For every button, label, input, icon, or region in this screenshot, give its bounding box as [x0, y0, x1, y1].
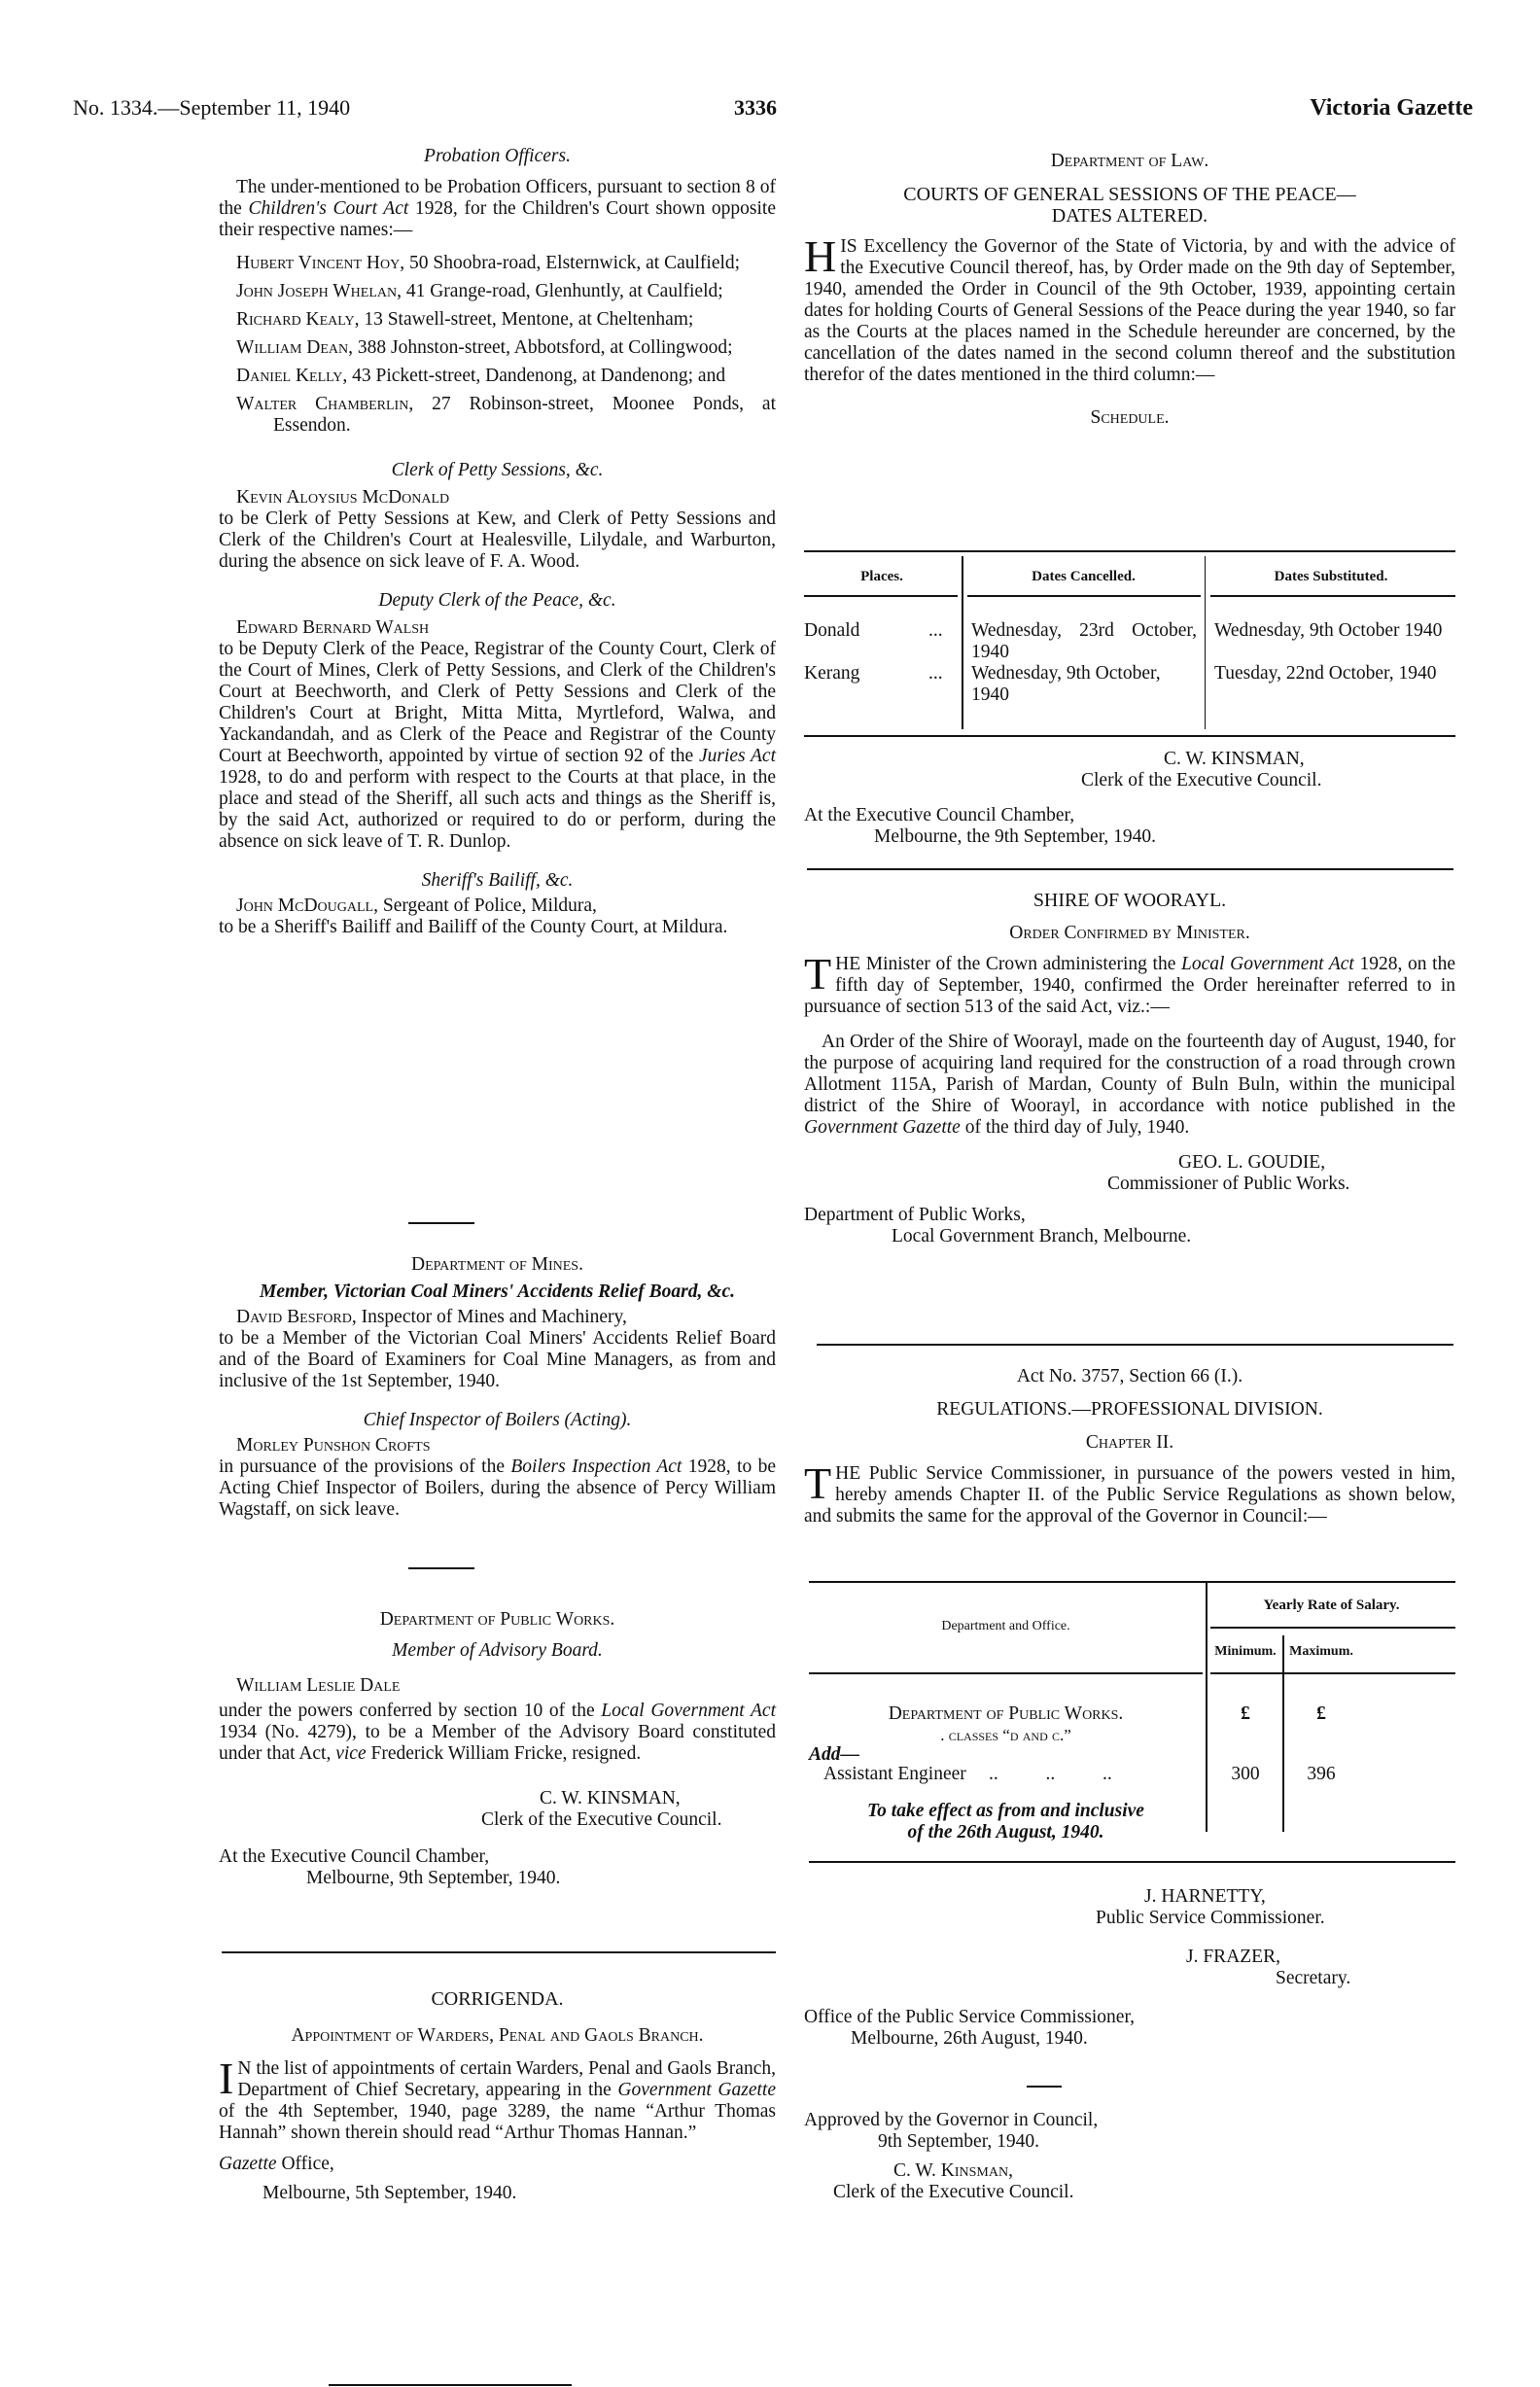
officer-name: Hubert Vincent Hoy: [236, 253, 401, 273]
page-number: 3336: [734, 95, 777, 120]
text: Office,: [276, 2154, 334, 2174]
text: N the list of appointments of certain Warders, Penal and Gaols Branch, Department of Chief Secretary, appearing in the: [237, 2058, 776, 2100]
officer-name: John Joseph Whelan: [236, 281, 398, 301]
header-rule: [1210, 1627, 1455, 1629]
left-column-mines: [219, 1254, 776, 1521]
leader-dots: .. .. ..: [989, 1764, 1112, 1784]
text: in pursuance of the provisions of the: [219, 1457, 511, 1477]
notice-title-line: COURTS OF GENERAL SESSIONS OF THE PEACE—: [903, 184, 1356, 205]
substituted-cell: Tuesday, 22nd October, 1940: [1214, 663, 1437, 684]
officer-details: , 27 Robinson-street, Moonee Ponds, at Essendon.: [273, 394, 777, 436]
effect-note: [809, 1801, 1203, 1843]
appointment-text: to be a Sheriff's Bailiff and Bailiff of the County Court, at Mildura.: [219, 917, 728, 937]
regulations-signatures: [804, 1886, 1455, 2050]
signature-name: J. HARNETTY,: [1144, 1886, 1266, 1907]
text: The under-mentioned to be Probation Officers, pursuant to section 8 of the: [219, 177, 776, 219]
department-heading: Department of Law.: [1050, 151, 1209, 171]
appointee-line: [219, 1307, 776, 1328]
notice-subtitle: Order Confirmed by Minister.: [1009, 923, 1250, 943]
appointment-text: [219, 1701, 776, 1765]
column-header: Maximum.: [1289, 1644, 1353, 1659]
appointee-name: Morley Punshon Crofts: [236, 1435, 431, 1456]
publication-name: Government Gazette: [804, 1117, 961, 1138]
header-rule: [1210, 595, 1455, 597]
office-date: Melbourne, 26th August, 1940.: [851, 2028, 1088, 2049]
appointee-line: [219, 895, 776, 917]
column-header: Minimum.: [1214, 1644, 1277, 1659]
schedule-table: [804, 550, 1455, 737]
notice-title: [804, 184, 1455, 227]
chamber-line: At the Executive Council Chamber,: [219, 1846, 490, 1867]
officer-details: , 50 Shoobra-road, Elsternwick, at Caulfield;: [400, 253, 741, 273]
corrigenda-date: Melbourne, 5th September, 1940.: [262, 2183, 517, 2203]
text: HE Minister of the Crown administering the: [835, 954, 1182, 974]
cancelled-cell: Wednesday, 23rd October, 1940: [971, 620, 1197, 662]
divider: [408, 1222, 474, 1224]
column-header: Dates Substituted.: [1274, 569, 1388, 584]
appointee-name: David Besford: [236, 1307, 352, 1327]
currency-symbol: £: [1241, 1703, 1250, 1724]
list-item: [236, 281, 776, 302]
publication-title: Victoria Gazette: [1310, 95, 1473, 121]
appointee-name: John McDougall: [236, 895, 374, 916]
maximum-salary: 396: [1307, 1764, 1336, 1784]
office-name: Assistant Engineer: [823, 1764, 966, 1784]
chapter-heading: Chapter II.: [1085, 1432, 1174, 1453]
effect-note-line: of the 26th August, 1940.: [907, 1822, 1104, 1843]
probation-intro: [219, 177, 776, 241]
approval-line: Approved by the Governor in Council,: [804, 2110, 1099, 2130]
drop-cap: H: [804, 231, 837, 281]
signature-title: Public Service Commissioner.: [1096, 1908, 1325, 1928]
text: of the third day of July, 1940.: [960, 1117, 1190, 1138]
appointment-text: [219, 639, 776, 853]
notice-text: [804, 231, 1455, 386]
column-header: Department and Office.: [941, 1619, 1070, 1633]
edge-rule: [329, 2384, 572, 2386]
effect-note-line: To take effect as from and inclusive: [867, 1801, 1144, 1821]
list-item: [236, 394, 776, 437]
list-item: [236, 366, 776, 387]
chamber-date: Melbourne, the 9th September, 1940.: [874, 826, 1157, 847]
section-divider: [222, 1951, 776, 1953]
place-cell: Kerang: [804, 663, 860, 684]
notice-title: REGULATIONS.—PROFESSIONAL DIVISION.: [936, 1399, 1323, 1420]
publication-name: Gazette: [219, 2154, 277, 2174]
signature-name: GEO. L. GOUDIE,: [1178, 1152, 1326, 1173]
signature-title: Clerk of the Executive Council.: [481, 1809, 722, 1830]
column-divider: [1282, 1635, 1284, 1832]
officer-name: Walter Chamberlin: [236, 394, 409, 414]
table-rule: [809, 1861, 1455, 1863]
signature-name: C. W. KINSMAN,: [540, 1788, 681, 1808]
signature-title: Clerk of the Executive Council.: [1081, 770, 1322, 790]
signature-name: C. W. KINSMAN,: [1164, 749, 1305, 769]
column-divider: [962, 556, 963, 729]
appointment-text: to be a Member of the Victorian Coal Miners' Accidents Relief Board and of the Board of Examiners for Coal Mine Managers, as from and inclusive of the 1st September, 1940.: [219, 1328, 776, 1391]
appointment-text: [219, 1457, 776, 1521]
header-rule: [804, 595, 958, 597]
issue-number: No. 1334.—September 11, 1940: [73, 95, 351, 120]
leader-dots: ...: [928, 663, 943, 684]
cancelled-cell: Wednesday, 9th October, 1940: [971, 663, 1161, 705]
officer-name: Richard Kealy: [236, 309, 355, 330]
add-label: Add—: [809, 1744, 860, 1765]
text: of the 4th September, 1940, page 3289, the name “Arthur Thomas Hannah” shown therein should read “Arthur Thomas Hannan.”: [219, 2101, 776, 2143]
minimum-salary: 300: [1231, 1764, 1260, 1784]
chamber-date: Melbourne, 9th September, 1940.: [306, 1868, 561, 1888]
notice-title: SHIRE OF WOORAYL.: [1032, 890, 1227, 911]
text: An Order of the Shire of Woorayl, made on the fourteenth day of August, 1940, for the purpose of acquiring land required for the construction of a road through crown Allotment 115A, Parish of Mardan, County of Buln Buln, within the municipal district of the Shire of Woorayl, in accordance with notice published in the: [804, 1032, 1455, 1116]
act-name: Juries Act: [698, 746, 776, 766]
corrigenda-heading: CORRIGENDA.: [431, 1988, 564, 2010]
table-rule: [804, 735, 1455, 737]
probation-officer-list: [219, 253, 776, 437]
divider: [408, 1567, 474, 1569]
left-column-public-works: [219, 1609, 776, 1889]
substituted-cell: Wednesday, 9th October 1940: [1214, 620, 1443, 641]
divider: [1027, 2086, 1062, 2088]
page-header: [73, 97, 1473, 126]
appointment-text: to be Clerk of Petty Sessions at Kew, and Clerk of Petty Sessions and Clerk of the Children's Court at Healesville, Lilydale, and Warburton, during the absence on sick leave of F. A. Wood.: [219, 509, 776, 572]
left-column-corrigenda: [219, 1988, 776, 2204]
act-name: Children's Court Act: [248, 198, 409, 219]
drop-cap: T: [804, 949, 832, 999]
place-cell: Donald: [804, 620, 860, 641]
left-column: [219, 146, 776, 938]
text: 1934 (No. 4279), to be a Member of the Advisory Board constituted under that Act,: [219, 1722, 776, 1764]
act-name: Local Government Act: [601, 1701, 776, 1721]
schedule-title: Schedule.: [1090, 407, 1170, 428]
act-name: Boilers Inspection Act: [510, 1457, 682, 1477]
text: 1928, for the Children's Court shown opposite their respective names:—: [219, 198, 776, 240]
department-line: Department of Public Works,: [804, 1205, 1026, 1225]
officer-details: , 43 Pickett-street, Dandenong, at Dandenong; and: [342, 366, 726, 386]
section-heading-petty-sessions: Clerk of Petty Sessions, &c.: [391, 460, 604, 480]
chamber-block: [219, 1846, 776, 1889]
section-heading-advisory-board: Member of Advisory Board.: [392, 1640, 603, 1661]
text: 1928, on the fifth day of September, 1940, confirmed the Order hereinafter referred to in pursuance of section 513 of the said Act, viz.:—: [804, 954, 1456, 1017]
section-heading-sheriffs-bailiff: Sheriff's Bailiff, &c.: [421, 870, 574, 891]
approval-date: 9th September, 1940.: [878, 2131, 1040, 2152]
text: to be Deputy Clerk of the Peace, Registrar of the County Court, Clerk of the Court of Mines, Clerk of Petty Sessions, and Clerk of the Children's Court at Beechworth, and Clerk of Petty Sessions and Clerk of the Children's Court at Bright, Mitta Mitta, Myrtleford, Walwa, and Yackandandah, and as Clerk of the Peace and Registrar of the County Court at Beechworth, appointed by virtue of section 92 of the: [219, 639, 776, 766]
section-divider: [817, 1344, 1453, 1346]
notice-text: [804, 949, 1456, 1018]
text: under the powers conferred by section 10 of the: [219, 1701, 602, 1721]
table-rule: [809, 1581, 1455, 1583]
signature-title: Secretary.: [1276, 1968, 1351, 1988]
text: HE Public Service Commissioner, in pursuance of the powers vested in him, hereby amends Chapter II. of the Public Service Regulations as shown below, and submits the same for the approval of the Governor in Council:—: [804, 1463, 1455, 1527]
table-rule: [804, 550, 1455, 552]
act-name: Local Government Act: [1181, 954, 1354, 974]
section-heading-probation: Probation Officers.: [424, 146, 571, 166]
signature-name: C. W. Kinsman,: [893, 2160, 1013, 2181]
currency-symbol: £: [1316, 1703, 1326, 1724]
text: Frederick William Fricke, resigned.: [366, 1743, 642, 1764]
section-heading-deputy-clerk: Deputy Clerk of the Peace, &c.: [378, 590, 616, 611]
signature-title: Commissioner of Public Works.: [1107, 1174, 1350, 1194]
text: 1928, to do and perform with respect to the Courts at that place, in the place and stead of the Sheriff, all such acts and things as the Sheriff is, by the said Act, authorized or required to do or perform, during the absence on sick leave of T. R. Dunlop.: [219, 767, 776, 852]
list-item: [236, 337, 776, 359]
appointee-name: Edward Bernard Walsh: [236, 617, 430, 638]
signature-name: J. FRAZER,: [1186, 1947, 1280, 1967]
column-header: Places.: [860, 569, 903, 584]
act-reference: Act No. 3757, Section 66 (I.).: [1016, 1366, 1243, 1387]
section-heading-boilers: Chief Inspector of Boilers (Acting).: [363, 1410, 632, 1430]
text: , Sergeant of Police, Mildura,: [373, 895, 597, 916]
column-header: Dates Cancelled.: [1032, 569, 1136, 584]
appointee-name: William Leslie Dale: [236, 1675, 401, 1696]
list-item: [236, 309, 776, 331]
column-header: Yearly Rate of Salary.: [1263, 1597, 1400, 1613]
header-rule: [809, 1672, 1203, 1674]
department-heading: Department of Mines.: [411, 1254, 583, 1275]
officer-details: , 388 Johnston-street, Abbotsford, at Collingwood;: [348, 337, 733, 358]
classes-label: . classes “d and c.”: [940, 1726, 1071, 1744]
text: 1928, to be Acting Chief Inspector of Boilers, during the absence of Percy William Wagstaff, on sick leave.: [219, 1457, 776, 1520]
office-line: Office of the Public Service Commissioner,: [804, 2007, 1136, 2027]
corrigenda-text: [219, 2054, 776, 2144]
department-branch: Local Government Branch, Melbourne.: [892, 1226, 1192, 1246]
section-divider: [807, 868, 1453, 870]
notice-text: [804, 1458, 1455, 1527]
notice-title-line: DATES ALTERED.: [1051, 205, 1208, 227]
column-divider: [1205, 556, 1206, 729]
signature-title: Clerk of the Executive Council.: [833, 2182, 1074, 2202]
publication-name: Government Gazette: [617, 2080, 776, 2100]
law-signature-block: [804, 749, 1455, 848]
header-rule: [1210, 1672, 1455, 1674]
department-name: Department of Public Works.: [888, 1703, 1124, 1724]
approval-block: [804, 2110, 1455, 2203]
leader-dots: ...: [928, 620, 943, 641]
drop-cap: T: [804, 1458, 832, 1508]
list-item: [236, 253, 776, 274]
text: , Inspector of Mines and Machinery,: [351, 1307, 627, 1327]
department-heading: Department of Public Works.: [379, 1609, 615, 1630]
salary-table: [809, 1581, 1455, 1865]
header-rule: [967, 595, 1201, 597]
section-heading-coal-miners: Member, Victorian Coal Miners' Accidents Relief Board, &c.: [260, 1281, 735, 1302]
text: vice: [335, 1743, 367, 1764]
text: IS Excellency the Governor of the State of Victoria, by and with the advice of the Executive Council thereof, has, by Order made on the 9th day of September, 1940, amended the Order in Council of the 9th October, 1939, appointing certain dates for holding Courts of General Sessions of the Peace during the year 1940, so far as the Courts at the places named in the Schedule hereunder are concerned, by the cancellation of the dates named in the second column thereof and the substitution therefor of the dates mentioned in the third column:—: [804, 236, 1455, 385]
officer-name: Daniel Kelly: [236, 366, 343, 386]
right-column-law: [804, 151, 1455, 429]
corrigenda-subheading: Appointment of Warders, Penal and Gaols Branch.: [291, 2025, 704, 2046]
office-line: [219, 2154, 776, 2175]
right-column-woorayl: [804, 890, 1455, 1247]
officer-name: William Dean: [236, 337, 349, 358]
officer-details: , 13 Stawell-street, Mentone, at Cheltenham;: [354, 309, 694, 330]
notice-text: [804, 1032, 1455, 1139]
right-column-regulations: [804, 1366, 1455, 1527]
chamber-line: At the Executive Council Chamber,: [804, 805, 1075, 825]
drop-cap: I: [219, 2054, 234, 2103]
signature-block: [219, 1788, 776, 1831]
appointee-name: Kevin Aloysius McDonald: [236, 487, 450, 508]
officer-details: , 41 Grange-road, Glenhuntly, at Caulfield;: [397, 281, 723, 301]
